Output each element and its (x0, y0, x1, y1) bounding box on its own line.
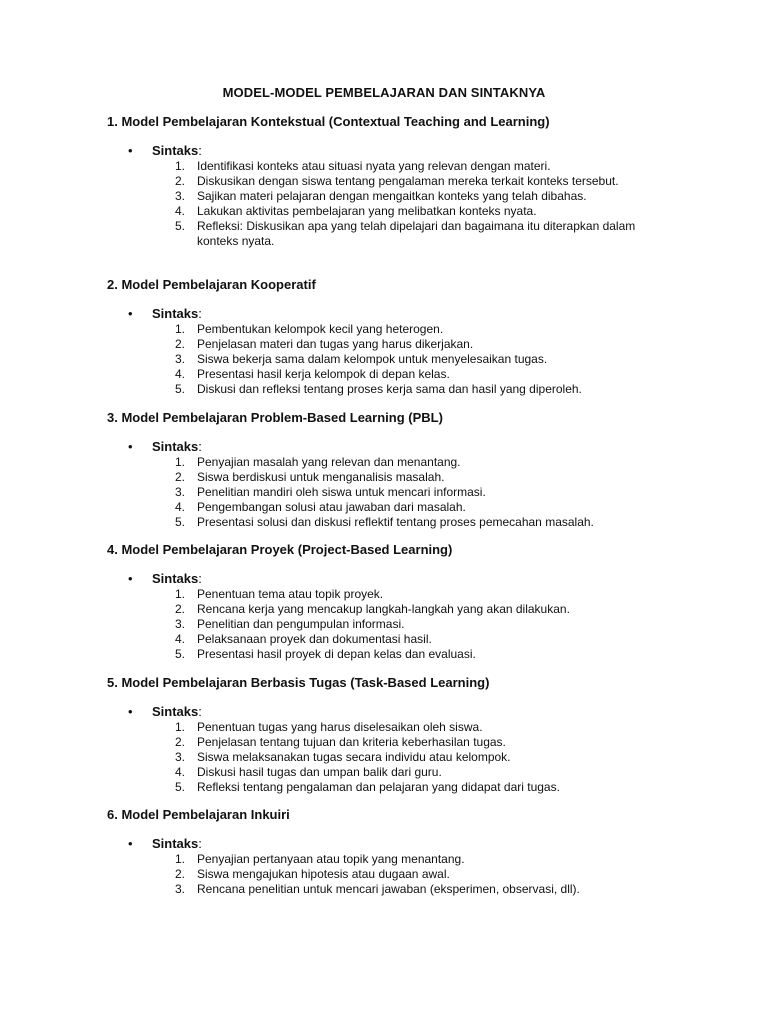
list-item-text: Presentasi hasil kerja kelompok di depan kelas. (197, 367, 450, 381)
list-item (107, 204, 667, 219)
list-number: 1. (175, 587, 186, 601)
section-heading: 4. Model Pembelajaran Proyek (Project-Based Learning) (107, 542, 453, 557)
list-item (107, 587, 667, 602)
list-number: 5. (175, 780, 186, 794)
list-number: 3. (175, 750, 186, 764)
bullet-item (107, 570, 707, 587)
list-item (107, 780, 667, 795)
list-item (107, 720, 667, 735)
section-6 (107, 806, 707, 897)
list-item-text: Siswa mengajukan hipotesis atau dugaan awal. (197, 867, 450, 881)
list-number: 1. (175, 720, 186, 734)
list-item-text: Diskusi dan refleksi tentang proses kerja sama dan hasil yang diperoleh. (197, 382, 582, 396)
list-item (107, 765, 667, 780)
bullet-item (107, 305, 707, 322)
section-heading: 5. Model Pembelajaran Berbasis Tugas (Task-Based Learning) (107, 675, 490, 690)
list-item-text: Pembentukan kelompok kecil yang heterogen. (197, 322, 444, 336)
list-number: 4. (175, 765, 186, 779)
list-item-text: Presentasi solusi dan diskusi reflektif tentang proses pemecahan masalah. (197, 515, 594, 529)
list-item (107, 455, 667, 470)
list-item-text: Penjelasan materi dan tugas yang harus dikerjakan. (197, 337, 474, 351)
list-item (107, 750, 667, 765)
list-item (107, 632, 667, 647)
section-4 (107, 541, 707, 662)
document-title: MODEL-MODEL PEMBELAJARAN DAN SINTAKNYA (222, 85, 546, 100)
list-item-text: Presentasi hasil proyek di depan kelas dan evaluasi. (197, 647, 476, 661)
list-item-text: Refleksi tentang pengalaman dan pelajaran yang didapat dari tugas. (197, 780, 560, 794)
list-number: 3. (175, 485, 186, 499)
list-item (107, 189, 667, 204)
steps-list (107, 587, 707, 662)
list-item (107, 515, 667, 530)
list-number: 2. (175, 735, 186, 749)
bullet-label: Sintaks: (152, 836, 202, 851)
bullet-item (107, 142, 707, 159)
bullet-item (107, 438, 707, 455)
list-item-text: Pengembangan solusi atau jawaban dari masalah. (197, 500, 466, 514)
list-item (107, 352, 667, 367)
list-item-text: Siswa bekerja sama dalam kelompok untuk menyelesaikan tugas. (197, 352, 548, 366)
list-number: 3. (175, 882, 186, 896)
list-item (107, 852, 667, 867)
bullet-label: Sintaks: (152, 306, 202, 321)
list-number: 1. (175, 159, 186, 173)
list-item-text: Rencana kerja yang mencakup langkah-langkah yang akan dilakukan. (197, 602, 570, 616)
list-number: 5. (175, 647, 186, 661)
list-item-text: Refleksi: Diskusikan apa yang telah dipelajari dan bagaimana itu diterapkan dalam konteks nyata. (197, 219, 636, 248)
list-item-text: Penelitian mandiri oleh siswa untuk mencari informasi. (197, 485, 486, 499)
bullet-item (107, 703, 707, 720)
list-number: 4. (175, 500, 186, 514)
list-item (107, 337, 667, 352)
list-item-text: Penentuan tema atau topik proyek. (197, 587, 384, 601)
list-number: 2. (175, 867, 186, 881)
steps-list (107, 720, 707, 795)
bullet-icon: • (128, 306, 133, 321)
list-number: 2. (175, 470, 186, 484)
list-number: 2. (175, 337, 186, 351)
bullet-label: Sintaks: (152, 704, 202, 719)
list-number: 5. (175, 515, 186, 529)
list-number: 2. (175, 174, 186, 188)
list-item-text: Identifikasi konteks atau situasi nyata yang relevan dengan materi. (197, 159, 551, 173)
list-item (107, 602, 667, 617)
list-item-text: Sajikan materi pelajaran dengan mengaitkan konteks yang telah dibahas. (197, 189, 587, 203)
bullet-label: Sintaks: (152, 571, 202, 586)
list-item (107, 485, 667, 500)
list-item (107, 617, 667, 632)
bullet-icon: • (128, 143, 133, 158)
bullet-item (107, 835, 707, 852)
bullet-label: Sintaks: (152, 439, 202, 454)
list-number: 3. (175, 189, 186, 203)
list-number: 1. (175, 455, 186, 469)
steps-list (107, 455, 707, 530)
list-item (107, 174, 667, 189)
list-item (107, 219, 667, 249)
list-item-text: Siswa berdiskusi untuk menganalisis masalah. (197, 470, 445, 484)
section-2 (107, 276, 707, 397)
list-item (107, 367, 667, 382)
list-number: 3. (175, 352, 186, 366)
section-heading: 6. Model Pembelajaran Inkuiri (107, 807, 290, 822)
list-item-text: Siswa melaksanakan tugas secara individu atau kelompok. (197, 750, 511, 764)
list-item (107, 500, 667, 515)
list-number: 4. (175, 367, 186, 381)
list-item-text: Penjelasan tentang tujuan dan kriteria keberhasilan tugas. (197, 735, 506, 749)
list-number: 4. (175, 632, 186, 646)
section-3 (107, 409, 707, 530)
list-number: 5. (175, 382, 186, 396)
list-item-text: Diskusi hasil tugas dan umpan balik dari guru. (197, 765, 442, 779)
steps-list (107, 852, 707, 897)
list-number: 5. (175, 219, 186, 233)
bullet-icon: • (128, 571, 133, 586)
list-item (107, 470, 667, 485)
list-item-text: Penentuan tugas yang harus diselesaikan oleh siswa. (197, 720, 483, 734)
list-item (107, 382, 667, 397)
bullet-icon: • (128, 704, 133, 719)
list-number: 4. (175, 204, 186, 218)
list-item-text: Diskusikan dengan siswa tentang pengalaman mereka terkait konteks tersebut. (197, 174, 619, 188)
section-1 (107, 113, 707, 249)
section-5 (107, 674, 707, 795)
bullet-icon: • (128, 439, 133, 454)
bullet-label: Sintaks: (152, 143, 202, 158)
list-item-text: Penyajian masalah yang relevan dan menantang. (197, 455, 461, 469)
section-heading: 2. Model Pembelajaran Kooperatif (107, 277, 316, 292)
list-item (107, 735, 667, 750)
list-number: 1. (175, 322, 186, 336)
list-item (107, 322, 667, 337)
list-number: 2. (175, 602, 186, 616)
section-heading: 3. Model Pembelajaran Problem-Based Learning (PBL) (107, 410, 443, 425)
list-number: 1. (175, 852, 186, 866)
list-item (107, 867, 667, 882)
list-item (107, 647, 667, 662)
list-number: 3. (175, 617, 186, 631)
section-heading: 1. Model Pembelajaran Kontekstual (Contextual Teaching and Learning) (107, 114, 550, 129)
list-item (107, 159, 667, 174)
list-item-text: Penyajian pertanyaan atau topik yang menantang. (197, 852, 465, 866)
bullet-icon: • (128, 836, 133, 851)
steps-list (107, 322, 707, 397)
list-item-text: Rencana penelitian untuk mencari jawaban (eksperimen, observasi, dll). (197, 882, 580, 896)
list-item-text: Pelaksanaan proyek dan dokumentasi hasil. (197, 632, 432, 646)
steps-list (107, 159, 707, 249)
list-item-text: Lakukan aktivitas pembelajaran yang melibatkan konteks nyata. (197, 204, 537, 218)
list-item (107, 882, 667, 897)
list-item-text: Penelitian dan pengumpulan informasi. (197, 617, 405, 631)
